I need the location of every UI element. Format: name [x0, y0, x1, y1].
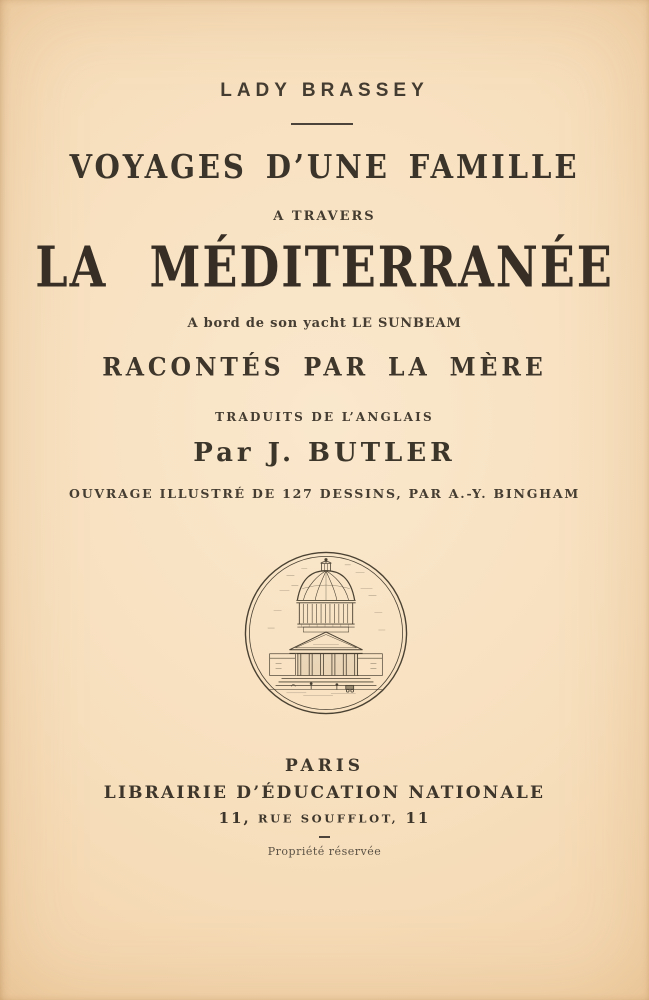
address-number-left: 11, — [218, 809, 251, 827]
rights-notice: Propriété réservée — [267, 845, 382, 858]
author-name: LADY BRASSEY — [220, 80, 429, 101]
title-main: LA MÉDITERRANÉE — [35, 233, 614, 301]
title-line-1: VOYAGES D’UNE FAMILLE — [69, 148, 580, 187]
illustration-note: OUVRAGE ILLUSTRÉ DE 127 DESSINS, PAR A.-Y. BINGHAM — [69, 486, 580, 501]
imprint-divider-rule — [319, 836, 330, 838]
title-connector: A TRAVERS — [273, 209, 376, 224]
address-number-right: 11 — [405, 809, 431, 827]
imprint-address — [0, 809, 649, 827]
author-divider-rule — [291, 123, 353, 125]
imprint-city: PARIS — [284, 756, 365, 776]
address-street: RUE SOUFFLOT, — [257, 811, 399, 826]
subtitle-yacht: A bord de son yacht LE SUNBEAM — [187, 316, 462, 331]
imprint-publisher: LIBRAIRIE D’ÉDUCATION NATIONALE — [103, 783, 546, 803]
translator-name: Par J. BUTLER — [193, 438, 456, 468]
pantheon-engraving-icon — [242, 549, 410, 717]
translation-note: TRADUITS DE L’ANGLAIS — [215, 410, 434, 424]
subtitle-narrator: RACONTÉS PAR LA MÈRE — [102, 351, 547, 382]
